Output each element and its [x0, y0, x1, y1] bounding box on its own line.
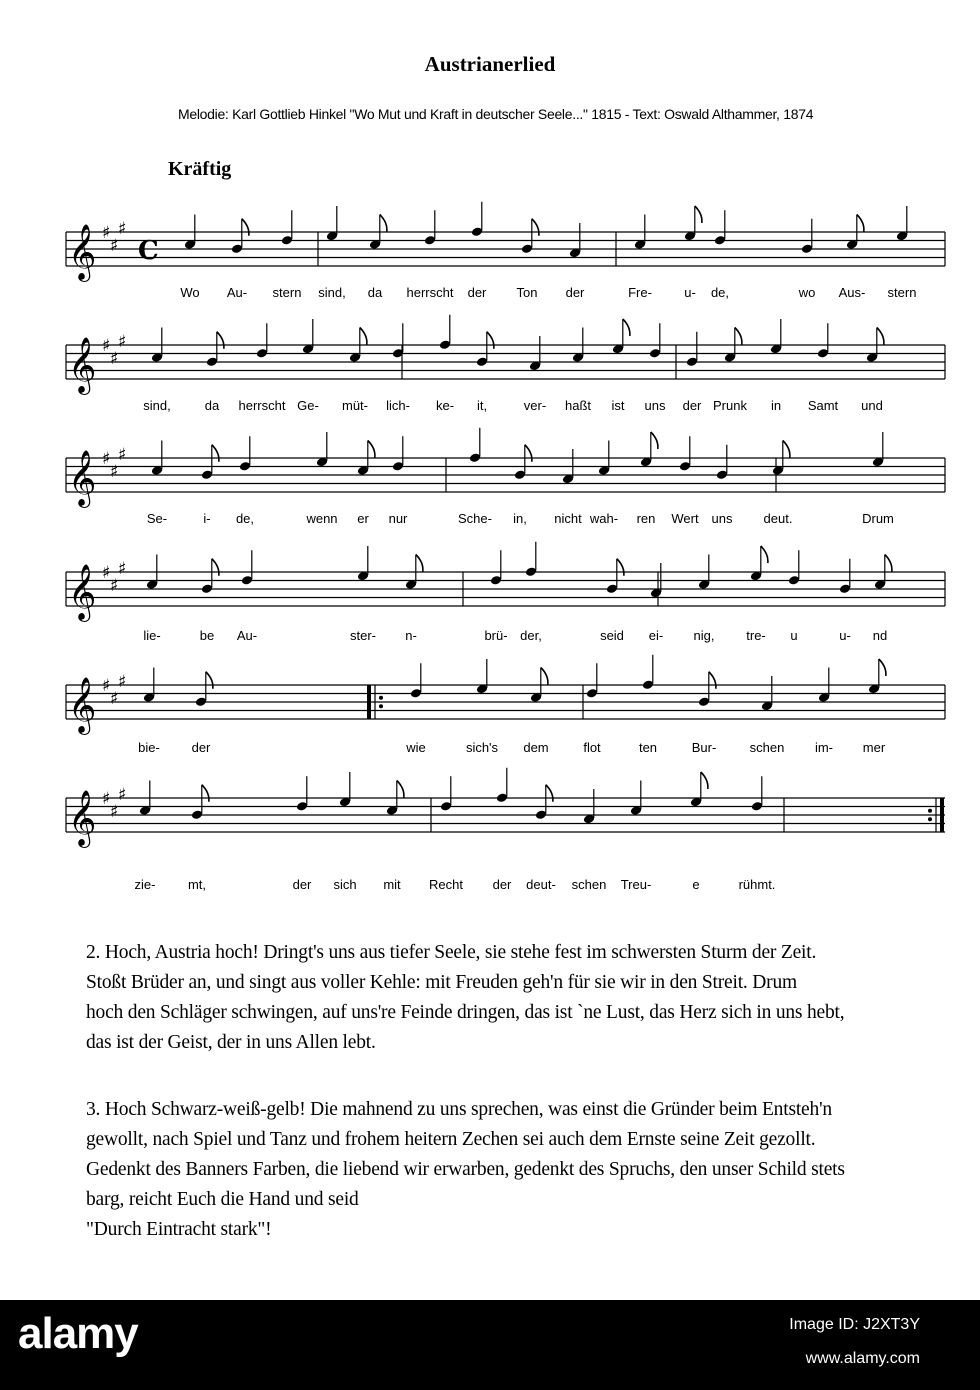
note-flag: [541, 668, 548, 685]
lyric-syllable: nd: [872, 628, 888, 643]
repeat-dot: [928, 817, 932, 821]
source-url: www.alamy.com: [805, 1350, 920, 1367]
treble-clef: 𝄞: [68, 337, 97, 393]
note-flag: [532, 219, 539, 236]
note-flag: [525, 445, 532, 462]
lyric-syllable: er: [357, 511, 369, 526]
lyric-syllable: ver-: [523, 398, 547, 413]
lyric-syllable: Prunk: [713, 398, 747, 413]
lyric-syllable: Bur-: [691, 740, 717, 755]
lyric-syllable: de,: [710, 285, 730, 300]
lyric-syllable: flot: [583, 740, 601, 755]
sharp-sign: ♯: [102, 223, 111, 243]
lyric-syllable: sind,: [318, 285, 346, 300]
lyric-syllable: lich-: [386, 398, 410, 413]
sharp-sign: ♯: [118, 558, 127, 579]
lyric-syllable: müt-: [342, 398, 368, 413]
lyric-syllable: dem: [523, 740, 549, 755]
lyric-syllable: ke-: [435, 398, 455, 413]
lyric-syllable: sind,: [143, 398, 171, 413]
note-flag: [695, 206, 702, 223]
lyric-syllable: Treu-: [620, 877, 652, 892]
sharp-sign: ♯: [110, 348, 119, 369]
treble-clef: 𝄞: [68, 564, 97, 620]
note-flag: [212, 559, 219, 576]
lyric-syllable: bie-: [138, 740, 160, 755]
lyric-syllable: der: [191, 740, 211, 755]
note-flag: [546, 785, 553, 802]
repeat-dot: [928, 809, 932, 813]
lyric-syllable: sich's: [465, 740, 499, 755]
lyric-syllable: be: [199, 628, 215, 643]
note-flag: [202, 785, 209, 802]
lyric-syllable: stern: [272, 285, 302, 300]
lyric-syllable: in,: [513, 511, 527, 526]
note-flag: [416, 555, 423, 572]
note-flag: [701, 772, 708, 789]
lyric-syllable: der: [492, 877, 512, 892]
note-flag: [857, 215, 864, 232]
lyric-syllable: seid: [600, 628, 624, 643]
lyric-syllable: lie-: [143, 628, 161, 643]
lyric-syllable: schen: [571, 877, 607, 892]
lyric-syllable: Au-: [236, 628, 258, 643]
sharp-sign: ♯: [102, 336, 111, 356]
sharp-sign: ♯: [110, 801, 119, 822]
note-flag: [380, 215, 387, 232]
lyric-syllable: ei-: [648, 628, 664, 643]
verse-3: 3. Hoch Schwarz-weiß-gelb! Die mahnend zu uns sprechen, was einst die Gründer beim Entsteh'n gewollt, nach Spiel und Tanz und frohem heitern Zechen sei auch dem Ernste seine Zeit gezollt. Gedenkt des Banners Farben, die liebend wir erwarben, gedenkt des Spruchs, den unser Schild stets barg, reicht Euch die Hand und seid "Durch Eintracht stark"!: [86, 1099, 845, 1240]
lyric-syllable: mit: [383, 877, 401, 892]
lyric-syllable: tre-: [746, 628, 766, 643]
note-flag: [368, 441, 375, 458]
lyric-syllable: nig,: [693, 628, 715, 643]
lyric-syllable: in: [770, 398, 782, 413]
treble-clef: 𝄞: [68, 450, 97, 506]
note-flag: [651, 432, 658, 449]
sharp-sign: ♯: [118, 331, 127, 352]
verse-2: 2. Hoch, Austria hoch! Dringt's uns aus tiefer Seele, sie stehe fest im schwersten Sturm der Zeit. Stoßt Brüder an, und singt aus voller Kehle: mit Freuden geh'n für sie wir in den Streit. Drum hoch den Schläger schwingen, auf uns're Feinde dringen, das ist `ne Lust, das Herz sich in uns hebt, das ist der Geist, der in uns Allen lebt.: [86, 942, 845, 1053]
lyric-syllable: Au-: [226, 285, 248, 300]
tempo-marking: Kräftig: [168, 158, 232, 180]
lyric-syllable: Ge-: [297, 398, 319, 413]
lyric-syllable: der: [292, 877, 312, 892]
sharp-sign: ♯: [118, 444, 127, 465]
lyric-syllable: uns: [644, 398, 666, 413]
sharp-sign: ♯: [110, 461, 119, 482]
lyric-syllable: ten: [638, 740, 658, 755]
image-id: Image ID: J2XT3Y: [789, 1316, 920, 1333]
lyric-syllable: wah-: [589, 511, 619, 526]
lyric-syllable: im-: [814, 740, 834, 755]
song-title: Austrianerlied: [424, 52, 556, 76]
lyric-syllable: mt,: [187, 877, 207, 892]
lyric-syllable: deut-: [526, 877, 556, 892]
lyric-syllable: Se-: [146, 511, 168, 526]
lyric-syllable: wie: [406, 740, 426, 755]
treble-clef: 𝄞: [68, 790, 97, 846]
lyric-syllable: Sche-: [458, 511, 492, 526]
lyric-syllable: Wo: [180, 285, 200, 300]
lyric-syllable: ren: [636, 511, 656, 526]
note-flag: [212, 445, 219, 462]
lyric-syllable: e: [692, 877, 700, 892]
lyric-syllable: u-: [839, 628, 851, 643]
note-flag: [617, 559, 624, 576]
lyric-syllable: da: [367, 285, 383, 300]
sharp-sign: ♯: [118, 784, 127, 805]
treble-clef: 𝄞: [68, 224, 97, 280]
note-flag: [206, 672, 213, 689]
sharp-sign: ♯: [110, 235, 119, 256]
lyric-syllable: der: [565, 285, 585, 300]
repeat-bar-thick: [367, 685, 371, 719]
note-flag: [217, 332, 224, 349]
lyric-syllable: herrscht: [238, 398, 286, 413]
note-flag: [360, 328, 367, 345]
sharp-sign: ♯: [110, 688, 119, 709]
treble-clef: 𝄞: [68, 677, 97, 733]
lyric-syllable: Recht: [429, 877, 463, 892]
lyric-syllable: Samt: [807, 398, 839, 413]
note-flag: [877, 328, 884, 345]
lyric-syllable: sich: [333, 877, 357, 892]
sharp-sign: ♯: [118, 671, 127, 692]
lyric-syllable: deut.: [763, 511, 793, 526]
final-bar-thick: [940, 798, 944, 832]
note-flag: [397, 781, 404, 798]
lyric-syllable: Aus-: [838, 285, 866, 300]
note-flag: [735, 328, 742, 345]
lyric-syllable: ist: [611, 398, 625, 413]
note-flag: [242, 219, 249, 236]
lyric-syllable: mer: [862, 740, 886, 755]
lyric-syllable: ster-: [350, 628, 376, 643]
lyric-syllable: schen: [749, 740, 785, 755]
lyric-syllable: haßt: [564, 398, 592, 413]
lyric-syllable: u-: [684, 285, 696, 300]
lyric-syllable: Fre-: [628, 285, 652, 300]
note-flag: [879, 659, 886, 676]
lyric-syllable: nur: [388, 511, 408, 526]
note-flag: [885, 555, 892, 572]
sharp-sign: ♯: [102, 789, 111, 809]
sharp-sign: ♯: [110, 575, 119, 596]
lyric-syllable: rühmt.: [738, 877, 776, 892]
note-flag: [623, 319, 630, 336]
repeat-dot: [379, 704, 383, 708]
lyric-syllable: brü-: [484, 628, 508, 643]
lyric-syllable: i-: [203, 511, 211, 526]
lyric-syllable: Wert: [671, 511, 699, 526]
repeat-dot: [379, 696, 383, 700]
song-credit: Melodie: Karl Gottlieb Hinkel "Wo Mut und Kraft in deutscher Seele..." 1815 - Text: Oswald Althammer, 1874: [178, 106, 814, 122]
lyric-syllable: it,: [476, 398, 488, 413]
lyric-syllable: de,: [235, 511, 255, 526]
lyric-syllable: u: [790, 628, 798, 643]
note-flag: [709, 672, 716, 689]
alamy-logo: alamy: [18, 1309, 138, 1358]
lyric-syllable: Ton: [516, 285, 538, 300]
lyric-syllable: zie-: [134, 877, 156, 892]
note-flag: [487, 332, 494, 349]
lyric-syllable: der: [467, 285, 487, 300]
lyric-syllable: und: [861, 398, 883, 413]
lyric-syllable: Drum: [862, 511, 894, 526]
sharp-sign: ♯: [102, 676, 111, 696]
lyric-syllable: wenn: [306, 511, 338, 526]
sharp-sign: ♯: [102, 563, 111, 583]
lyric-syllable: da: [204, 398, 220, 413]
lyric-syllable: herrscht: [406, 285, 454, 300]
note-flag: [761, 546, 768, 563]
lyric-syllable: uns: [711, 511, 733, 526]
lyric-syllable: nicht: [554, 511, 582, 526]
lyric-syllable: n-: [405, 628, 417, 643]
sharp-sign: ♯: [118, 218, 127, 239]
lyric-syllable: der: [682, 398, 702, 413]
time-signature: C: [138, 236, 159, 266]
lyric-syllable: stern: [887, 285, 917, 300]
watermark-banner: [0, 1300, 980, 1390]
sharp-sign: ♯: [102, 449, 111, 469]
lyric-syllable: der,: [520, 628, 542, 643]
note-flag: [783, 441, 790, 458]
lyric-syllable: wo: [798, 285, 816, 300]
